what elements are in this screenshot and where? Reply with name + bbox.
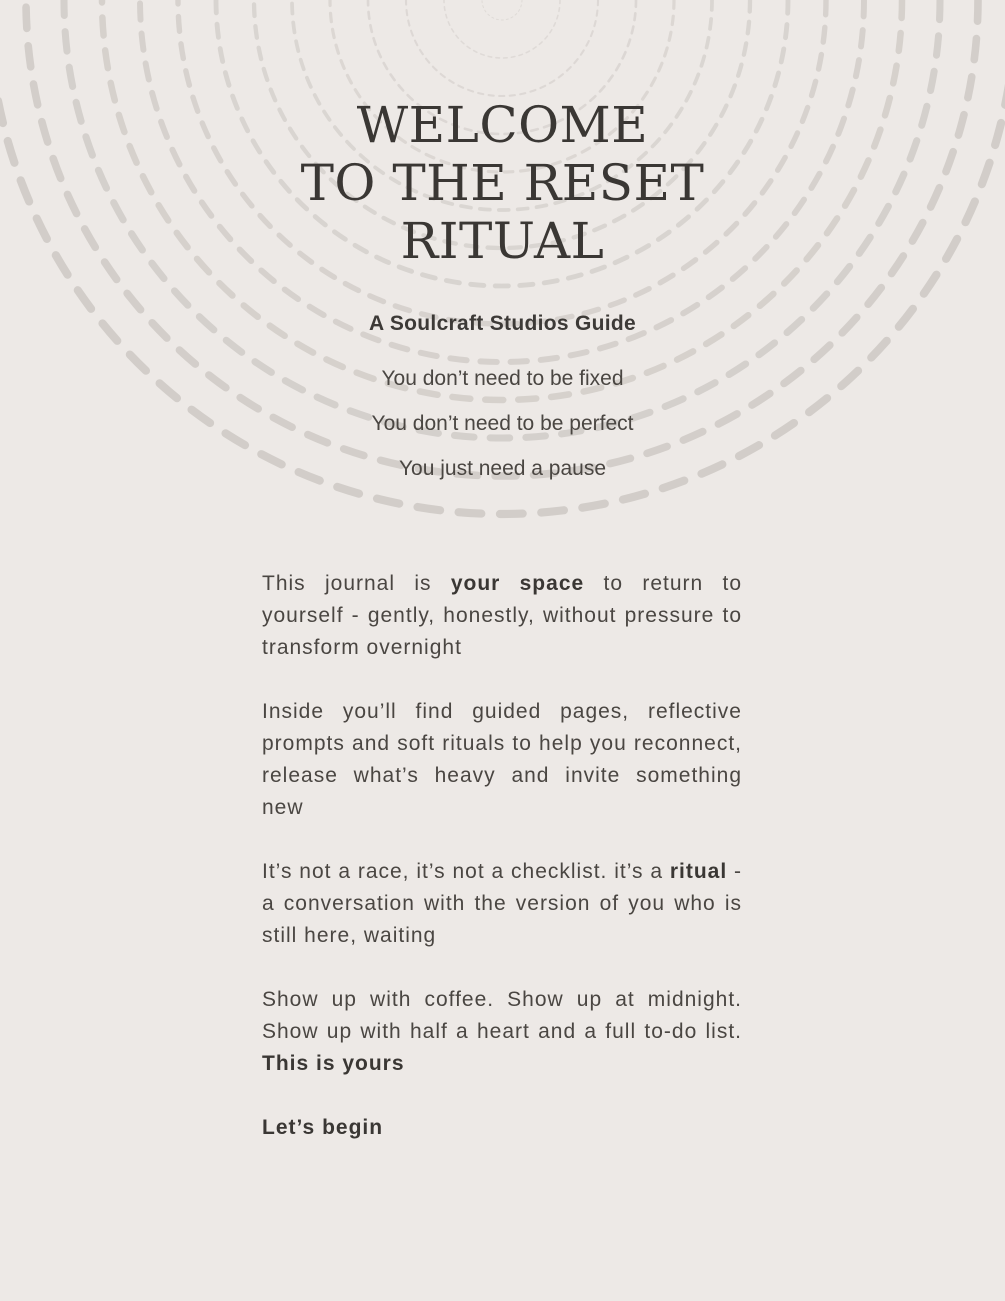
closing-line: Let’s begin [262,1116,384,1139]
title-line-1: WELCOME [356,96,649,154]
dashed-ring [482,0,522,20]
paragraph-inside: Inside you’ll find guided pages, reflective prompts and soft rituals to help you reconnect, release what’s heavy and invite something new [262,700,742,819]
page-title [0,96,1005,270]
paragraph-your-space: This journal is your space to return to yourself - gently, honestly, without pressure to transform overnight [262,572,743,659]
paragraph-ritual: It’s not a race, it’s not a checklist. it’s a ritual - a conversation with the version of you who is still here, waiting [262,860,743,947]
emphasis-ritual: ritual [669,860,728,883]
emphasis-this-is-yours: This is yours [262,1052,405,1075]
title-line-3: RITUAL [400,212,605,270]
affirmation-item: You don’t need to be fixed [381,367,624,390]
affirmation-item: You just need a pause [398,457,607,480]
emphasis-your-space: your space [450,572,585,595]
affirmation-list [0,364,1005,499]
dashed-ring [444,0,560,58]
guide-subtitle: A Soulcraft Studios Guide [369,312,636,335]
body-text [262,568,742,1176]
title-line-2: TO THE RESET [300,154,705,212]
paragraph-show-up: Show up with coffee. Show up at midnight. Show up with half a heart and a full to-do list. This is yours [262,988,742,1075]
affirmation-item: You don’t need to be perfect [371,412,634,435]
dashed-ring [406,0,598,96]
